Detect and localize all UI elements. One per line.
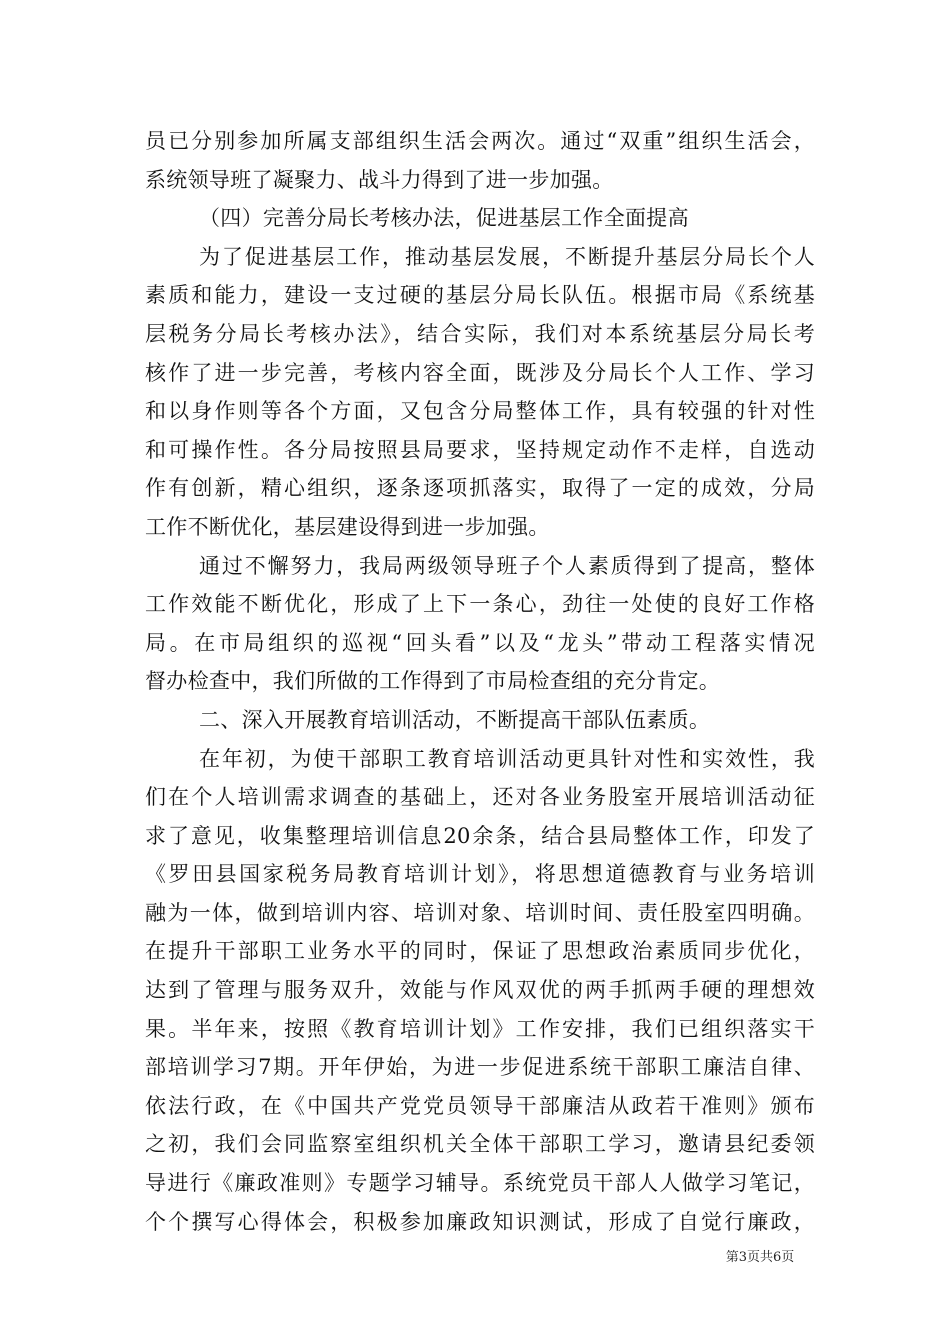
text-line: 们在个人培训需求调查的基础上，还对各业务股室开展培训活动征 [145, 785, 815, 810]
text-line: 核作了进一步完善，考核内容全面，既涉及分局长个人工作、学习 [145, 360, 815, 385]
text-line: 依法行政，在《中国共产党党员领导干部廉洁从政若干准则》颁布 [145, 1093, 815, 1118]
text-line: 果。半年来，按照《教育培训计划》工作安排，我们已组织落实干 [145, 1016, 815, 1041]
text-line: 在年初，为使干部职工教育培训活动更具针对性和实效性，我 [199, 746, 815, 771]
text-line: 局。在市局组织的巡视“回头看”以及“龙头”带动工程落实情况 [145, 630, 815, 655]
text-line: 工作不断优化，基层建设得到进一步加强。 [145, 514, 550, 539]
section-heading: 二、深入开展教育培训活动，不断提高干部队伍素质。 [199, 707, 711, 732]
text-line: 通过不懈努力，我局两级领导班子个人素质得到了提高，整体 [199, 553, 815, 578]
text-line: 和可操作性。各分局按照县局要求，坚持规定动作不走样，自选动 [145, 437, 815, 462]
text-line: 员已分别参加所属支部组织生活会两次。通过“双重”组织生活会， [145, 129, 815, 153]
text-line: 素质和能力，建设一支过硬的基层分局长队伍。根据市局《系统基 [145, 283, 815, 308]
text-line: 层税务分局长考核办法》，结合实际，我们对本系统基层分局长考 [145, 321, 815, 346]
text-line: 导进行《廉政准则》专题学习辅导。系统党员干部人人做学习笔记， [145, 1171, 815, 1196]
text-line: 工作效能不断优化，形成了上下一条心，劲往一处使的良好工作格 [145, 592, 815, 617]
text-line: 系统领导班了凝聚力、战斗力得到了进一步加强。 [145, 167, 614, 192]
text-line: 融为一体，做到培训内容、培训对象、培训时间、责任股室四明确。 [145, 900, 815, 925]
text-line: 个个撰写心得体会，积极参加廉政知识测试，形成了自觉行廉政， [145, 1209, 815, 1234]
text-line: 达到了管理与服务双升，效能与作风双优的两手抓两手硬的理想效 [145, 978, 815, 1003]
text-line: 求了意见，收集整理培训信息20余条，结合县局整体工作，印发了 [145, 823, 815, 848]
section-heading: （四）完善分局长考核办法，促进基层工作全面提高 [199, 206, 689, 231]
text-line: 在提升干部职工业务水平的同时，保证了思想政治素质同步优化， [145, 939, 815, 964]
text-line: 作有创新，精心组织，逐条逐项抓落实，取得了一定的成效，分局 [145, 476, 815, 501]
text-line: 为了促进基层工作，推动基层发展，不断提升基层分局长个人 [199, 244, 815, 269]
text-line: 之初，我们会同监察室组织机关全体干部职工学习，邀请县纪委领 [145, 1132, 815, 1157]
text-line: 部培训学习7期。开年伊始，为进一步促进系统干部职工廉洁自律、 [145, 1055, 815, 1080]
text-line: 和以身作则等各个方面，又包含分局整体工作，具有较强的针对性 [145, 399, 815, 424]
body-text [145, 122, 815, 1241]
page-number-footer: 第3页共6页 [725, 1250, 795, 1265]
text-line: 督办检查中，我们所做的工作得到了市局检查组的充分肯定。 [145, 669, 721, 694]
text-line: 《罗田县国家税务局教育培训计划》，将思想道德教育与业务培训 [145, 862, 815, 887]
